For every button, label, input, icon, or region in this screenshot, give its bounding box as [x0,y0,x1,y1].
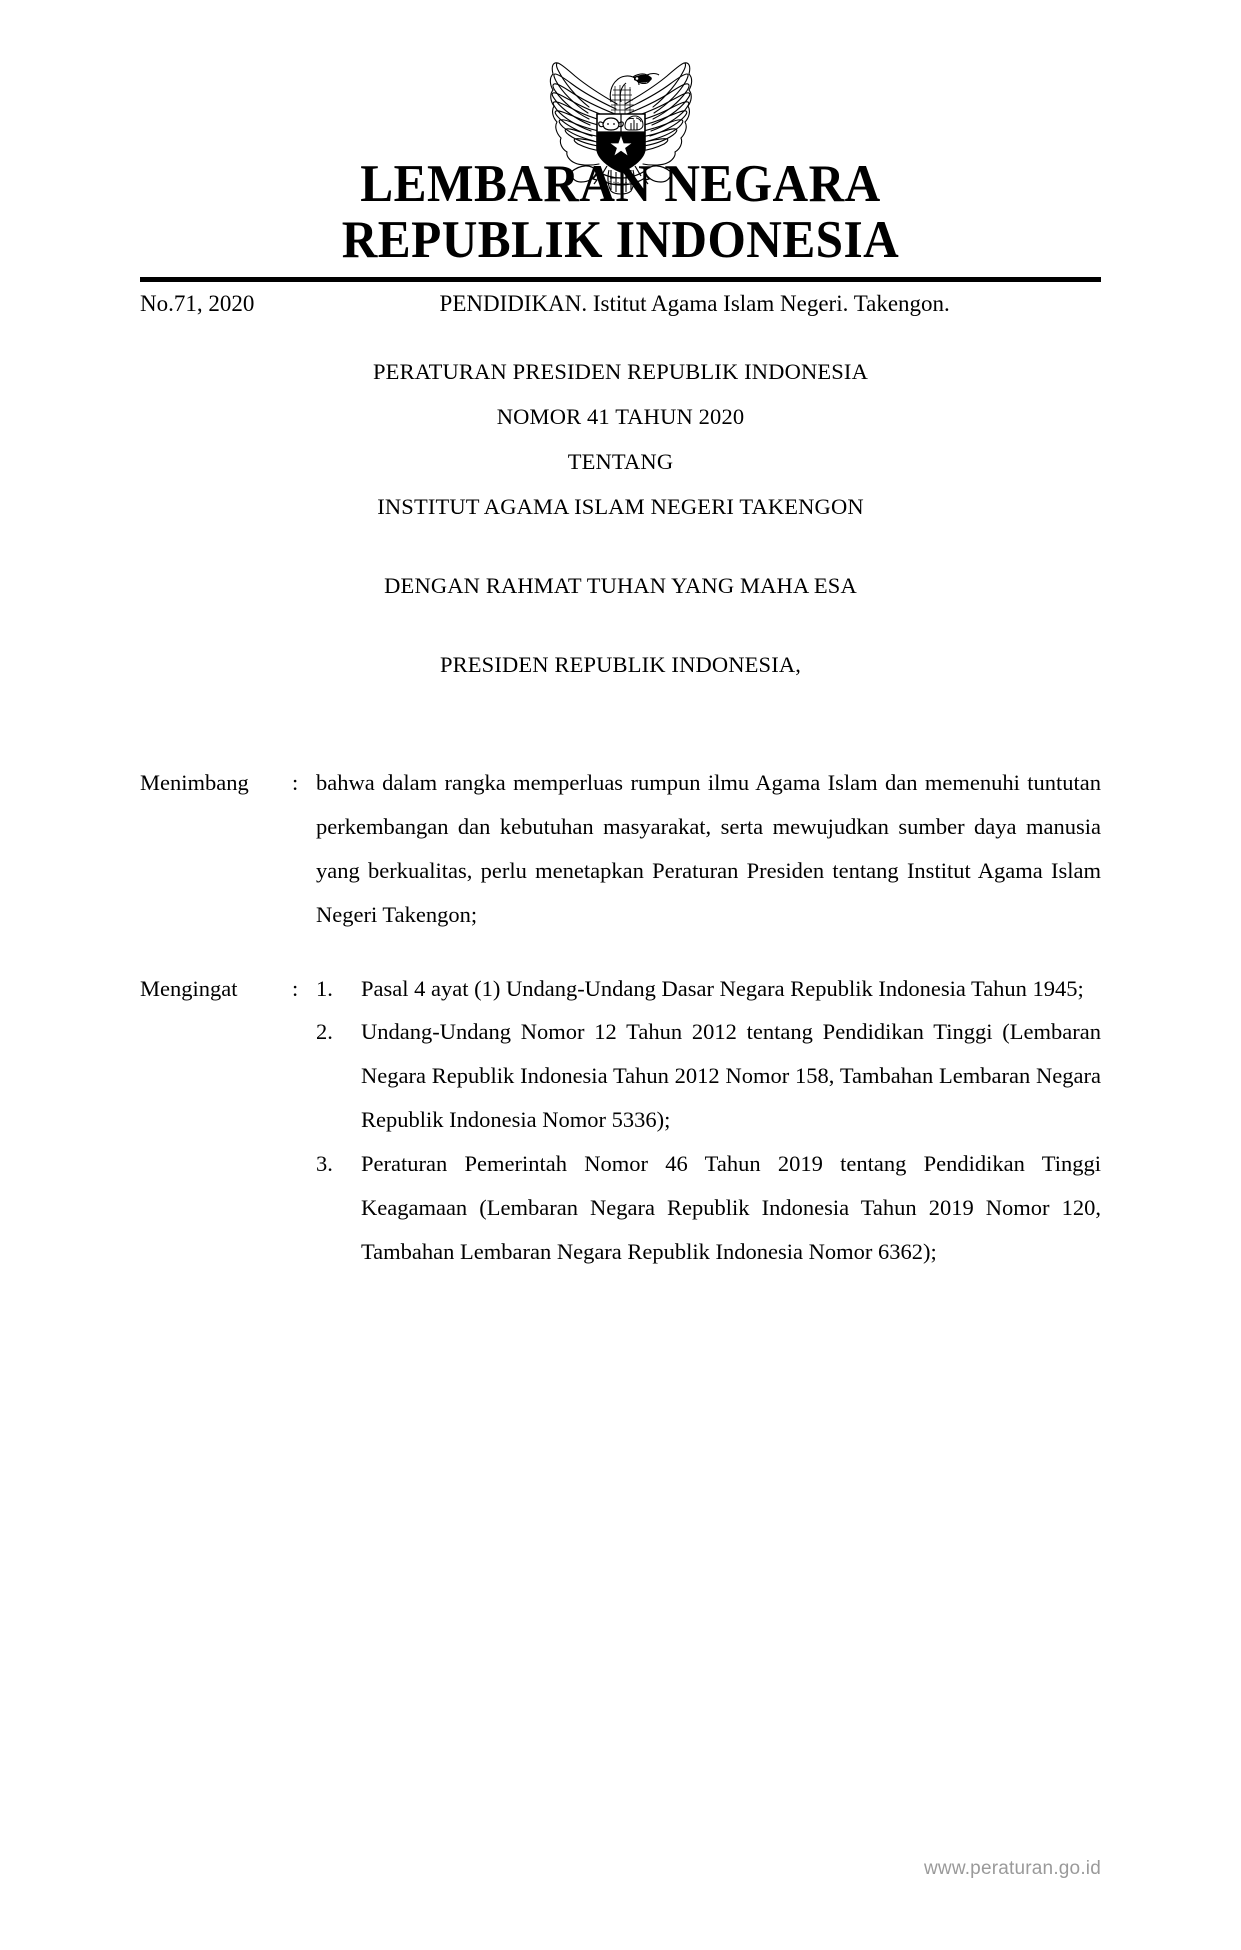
clause-text-mengingat [316,967,1101,1274]
clause-paragraph: bahwa dalam rangka memperluas rumpun ilmu Agama Islam dan memenuhi tuntutan perkembangan dan kebutuhan masyarakat, serta mewujudkan sumber daya manusia yang berkualitas, perlu menetapkan Peraturan Presiden tentang Institut Agama Islam Negeri Takengon; [316,770,1101,927]
clause-text-menimbang [316,761,1101,937]
list-item [316,1142,1101,1274]
emblem-container [140,0,1101,150]
title-line-number: NOMOR 41 TAHUN 2020 [496,404,745,430]
clause-label-menimbang: Menimbang [140,770,249,796]
title-line-subject: INSTITUT AGAMA ISLAM NEGERI TAKENGON [377,494,864,520]
clause-label-mengingat: Mengingat [140,975,238,1001]
clause-menimbang [140,761,1101,937]
title-line-president: PRESIDEN REPUBLIK INDONESIA, [439,652,802,678]
title-line-invocation: DENGAN RAHMAT TUHAN YANG MAHA ESA [384,573,857,599]
title-spacer-1 [140,529,1101,563]
gazette-header [140,290,1101,319]
list-item-number: 2. [316,1019,333,1045]
list-item-number: 1. [316,975,333,1001]
mengingat-list [316,967,1101,1274]
gazette-subject: PENDIDIKAN. Istitut Agama Islam Negeri. Takengon. [439,291,950,317]
list-item-text: Peraturan Pemerintah Nomor 46 Tahun 2019 tentang Pendidikan Tinggi Keagamaan (Lembaran Negara Republik Indonesia Tahun 2019 Nomor 120, Tambahan Lembaran Negara Republik Indonesia Nomor 6362); [361,1151,1101,1264]
title-line-tentang: TENTANG [567,449,674,475]
list-item-text: Pasal 4 ayat (1) Undang-Undang Dasar Negara Republik Indonesia Tahun 1945; [361,975,1084,1001]
clause-mengingat [140,967,1101,1274]
list-item-text: Undang-Undang Nomor 12 Tahun 2012 tentang Pendidikan Tinggi (Lembaran Negara Republik Indonesia Tahun 2012 Nomor 158, Tambahan Lembaran Negara Republik Indonesia Nomor 5336); [361,1019,1101,1133]
masthead-line-1: LEMBARAN NEGARA [360,155,881,213]
clause-colon-menimbang: : [292,770,299,796]
footer-watermark: www.peraturan.go.id [923,1858,1101,1879]
masthead-divider [140,277,1101,282]
gazette-number: No.71, 2020 [140,291,255,317]
masthead-line-2: REPUBLIK INDONESIA [341,211,900,270]
title-spacer-2 [140,608,1101,642]
title-line-authority: PERATURAN PRESIDEN REPUBLIK INDONESIA [373,359,868,385]
masthead [174,156,1068,268]
clause-colon-mengingat: : [292,975,299,1001]
list-item-number: 3. [316,1151,333,1177]
regulation-body [140,761,1101,1274]
list-item [316,967,1101,1011]
regulation-title-block [140,349,1101,687]
list-item [316,1010,1101,1142]
